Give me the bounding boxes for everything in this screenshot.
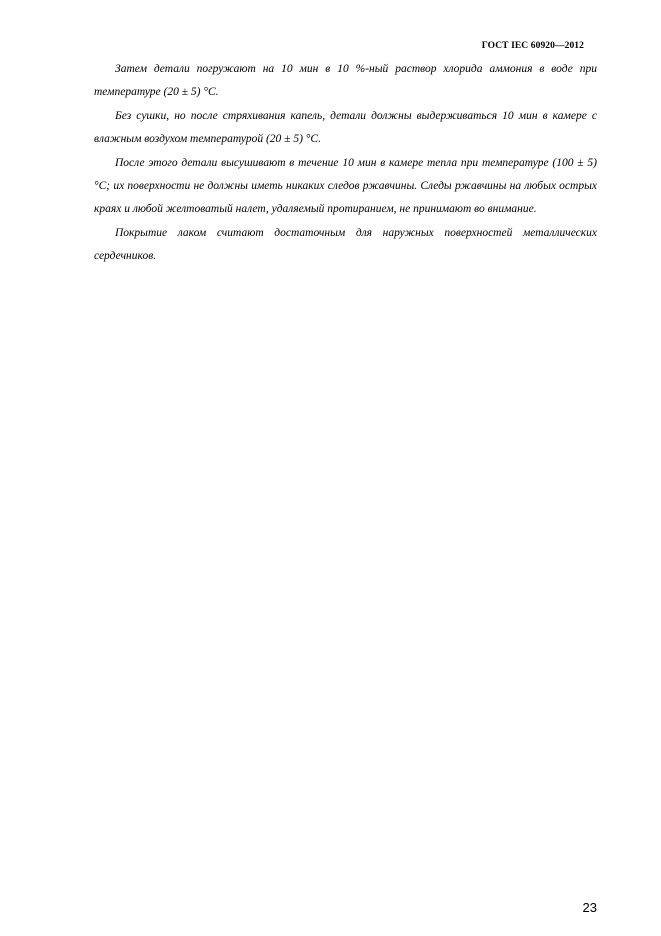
document-body bbox=[94, 58, 597, 269]
standard-header: ГОСТ IEC 60920—2012 bbox=[481, 41, 584, 51]
paragraph-humid-chamber: Без сушки, но после стряхивания капель, детали должны выдерживаться 10 мин в камере с влажным воздухом температурой (20 ± 5) °С. bbox=[94, 109, 597, 146]
paragraph-immersion: Затем детали погружают на 10 мин в 10 %-ный раствор хлорида аммония в воде при температуре (20 ± 5) °С. bbox=[94, 63, 597, 99]
page-number: 23 bbox=[582, 900, 597, 915]
paragraph-drying: После этого детали высушивают в течение 10 мин в камере тепла при температуре (100 ± 5) °С; их поверхности не должны иметь никаких следов ржавчины. Следы ржавчины на любых острых краях и любой желтоватый налет, удаляемый протиранием, не принимают во внимание. bbox=[94, 156, 597, 216]
paragraph-lacquer-coating: Покрытие лаком считают достаточным для наружных поверхностей металлических сердечников. bbox=[94, 226, 597, 263]
